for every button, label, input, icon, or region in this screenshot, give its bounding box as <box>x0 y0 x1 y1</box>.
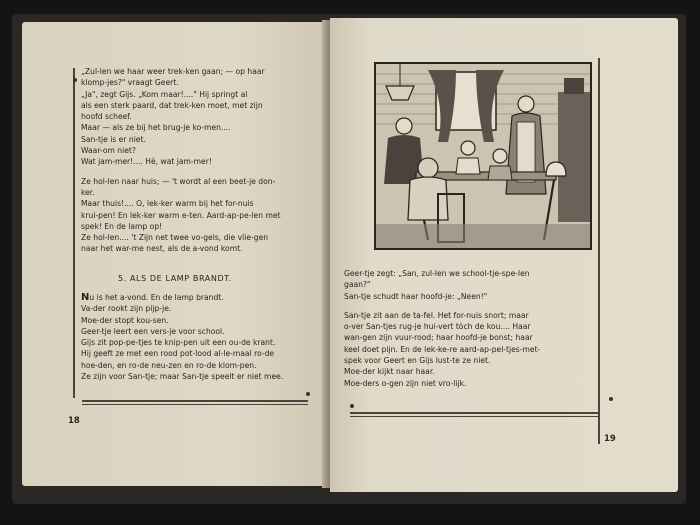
bullet-mark <box>350 404 354 408</box>
text-line: San-tje is er niet. <box>81 134 146 144</box>
left-margin-rule <box>73 68 75 398</box>
text-line: Hij geeft ze met een rood pot-lood al-le-maal ro-de <box>81 349 275 359</box>
text-line: Maar thuis!.... O, lek-ker warm bij het for-nuis <box>81 199 254 209</box>
text-line: Gijs zit pop-pe-tjes te knip-pen uit een ou-de krant. <box>81 338 276 348</box>
text-line: gaan?" <box>344 280 371 290</box>
text-line: krui-pen! En lek-ker warm e-ten. Aard-ap-pe-len met <box>81 210 281 220</box>
drop-cap: N <box>81 292 90 303</box>
footer-rule <box>82 400 308 402</box>
text-line: hoofd scheef. <box>81 112 132 122</box>
text-line: Waar-om niet? <box>81 146 136 156</box>
text-line: „Ja", zegt Gijs. „Kom maar!...." Hij springt al <box>81 89 248 99</box>
text-line: spek voor Geert en Gijs lust-te ze niet. <box>344 356 491 366</box>
text-line: Maar — als ze bij het brug-je ko-men.... <box>81 123 231 133</box>
text-line: Geer-tje leert een vers-je voor school. <box>81 326 225 336</box>
text-line: San-tje schudt haar hoofd-je: „Neen!" <box>344 291 488 301</box>
bullet-mark <box>73 78 77 82</box>
text-line: Moe-der stopt kou-sen. <box>81 315 169 325</box>
text-line: ker. <box>81 187 95 197</box>
text-line: Ze hol-len naar huis; — 't wordt al een beet-je don- <box>81 176 276 186</box>
page-number: 18 <box>68 416 80 426</box>
footer-rule <box>82 404 308 405</box>
right-page <box>330 18 678 492</box>
text-line: Wat jam-mer!.... Hè, wat jam-mer! <box>81 157 212 167</box>
right-text-block <box>344 268 540 389</box>
text-line: klomp-jes?" vraagt Geert. <box>81 78 179 88</box>
footer-rule <box>350 416 600 417</box>
footer-rule <box>350 412 600 414</box>
text-line: Ze hol-len.... 't Zijn net twee vo-gels, die vlie-gen <box>81 233 269 243</box>
text-line: Geer-tje zegt: „San, zul-len we school-tje-spe-len <box>344 269 530 278</box>
text-line: Nu is het a-vond. En de lamp brandt. <box>81 292 224 303</box>
text-line: Moe-der kijkt naar haar. <box>344 367 435 377</box>
left-text-block-2 <box>81 292 283 382</box>
text-line: San-tje zit aan de ta-fel. Het for-nuis snort; maar <box>344 310 529 320</box>
text-line: naar het war-me nest, als de a-vond komt. <box>81 244 243 254</box>
text-line: keel doet pijn. En de lek-ke-re aard-ap-pel-tjes-met- <box>344 344 541 354</box>
bullet-mark <box>306 392 310 396</box>
text-line: Va-der rookt zijn pijp-je. <box>81 304 172 314</box>
text-line: als een sterk paard, dat trek-ken moet, met zijn <box>81 100 263 110</box>
bullet-mark <box>609 397 613 401</box>
left-page <box>22 22 328 486</box>
right-margin-rule <box>598 58 600 444</box>
text-line: Ze zijn voor San-tje; maar San-tje speelt er niet mee. <box>81 372 284 382</box>
text-line: „Zul-len we haar weer trek-ken gaan; — op haar <box>81 67 265 76</box>
text-line: spek! En de lamp op! <box>81 221 163 231</box>
section-heading: 5. ALS DE LAMP BRANDT. <box>118 274 232 283</box>
text-line: hoe-den, en ro-de neu-zen en ro-de klom-pen. <box>81 360 257 370</box>
text-line: o-ver San-tjes rug-je hui-vert tòch de kou.... Haar <box>344 322 531 332</box>
page-number: 19 <box>604 434 616 444</box>
text-line: wan-gen zijn vuur-rood; haar hoofd-je bonst; haar <box>344 333 533 343</box>
illustration-family-at-table <box>374 62 592 250</box>
left-text-block-1 <box>81 66 281 255</box>
text-line: Moe-ders o-gen zijn niet vro-lijk. <box>344 378 467 388</box>
